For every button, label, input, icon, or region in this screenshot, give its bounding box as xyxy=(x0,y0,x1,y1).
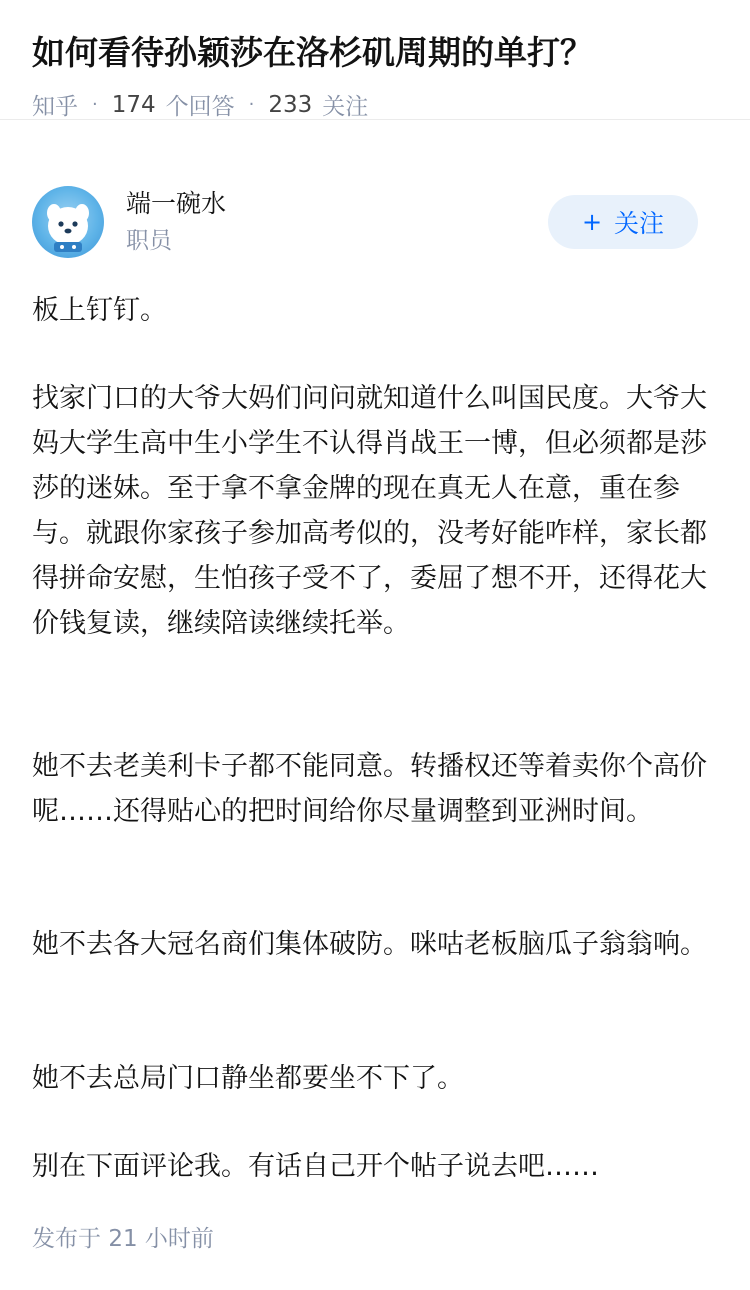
publish-prefix: 发布于 xyxy=(32,1226,101,1252)
plus-icon: + xyxy=(581,208,603,236)
follower-count: 233 xyxy=(268,91,313,118)
question-header xyxy=(0,0,750,120)
answer-paragraph: 板上钉钉。 xyxy=(32,295,167,326)
answer-count-label: 个回答 xyxy=(165,94,235,120)
publish-time-value: 21 小时前 xyxy=(108,1226,214,1252)
author-title: 职员 xyxy=(126,228,172,254)
author-row xyxy=(32,184,698,260)
answer-paragraph: 她不去老美利卡子都不能同意。转播权还等着卖你个高价呢……还得贴心的把时间给你尽量调整到亚洲时间。 xyxy=(32,751,707,827)
follow-button[interactable] xyxy=(548,195,698,249)
publish-time xyxy=(32,1222,214,1256)
question-source[interactable]: 知乎 xyxy=(32,94,78,120)
question-meta xyxy=(32,88,718,121)
author-name[interactable]: 端一碗水 xyxy=(126,189,227,218)
answer-paragraph: 她不去各大冠名商们集体破防。咪咕老板脑瓜子翁翁响。 xyxy=(32,929,707,960)
author-info xyxy=(126,187,548,257)
meta-separator-dot: · xyxy=(248,94,255,115)
follow-button-label: 关注 xyxy=(614,209,665,238)
author-avatar[interactable] xyxy=(32,186,104,258)
answer-count: 174 xyxy=(111,91,156,118)
answer-paragraph: 她不去总局门口静坐都要坐不下了。 xyxy=(32,1063,464,1094)
meta-separator-dot: · xyxy=(92,94,98,115)
cartoon-avatar-icon xyxy=(32,186,104,258)
follower-count-label: 关注 xyxy=(322,94,369,120)
question-title[interactable]: 如何看待孙颖莎在洛杉矶周期的单打？ xyxy=(32,33,593,72)
answer-paragraph: 别在下面评论我。有话自己开个帖子说去吧…… xyxy=(32,1151,599,1182)
answer-paragraph: 找家门口的大爷大妈们问问就知道什么叫国民度。大爷大妈大学生高中生小学生不认得肖战王一博，但必须都是莎莎的迷妹。至于拿不拿金牌的现在真无人在意，重在参与。就跟你家孩子参加高考似的，没考好能咋样，家长都得拼命安慰，生怕孩子受不了，委屈了想不开，还得花大价钱复读，继续陪读继续托举。 xyxy=(32,383,707,639)
